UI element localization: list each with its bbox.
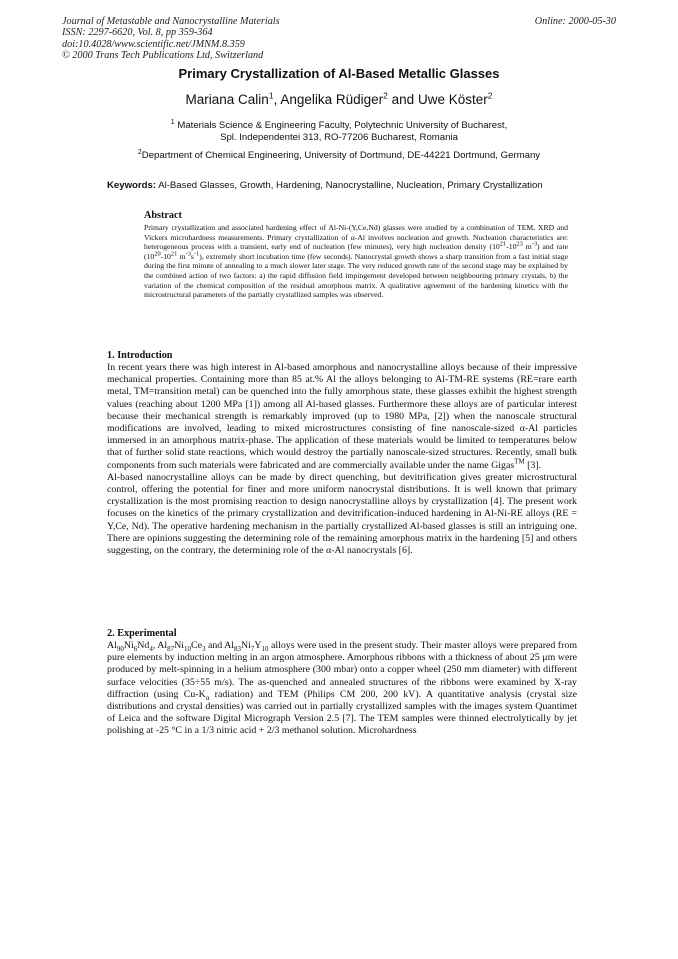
affiliation-mark: 2 bbox=[383, 90, 388, 101]
journal-issn: ISSN: 2297-6620, Vol. 8, pp 359-364 bbox=[62, 27, 213, 39]
keywords-text: Al-Based Glasses, Growth, Hardening, Nanocrystalline, Nucleation, Primary Crystallization bbox=[158, 180, 543, 191]
paragraph: $Al_{90}Ni_6Nd_4$, $Al_{87}Ni_{10}Ce_3$ and $Al_{83}Ni_7Y_{10}$ alloys were used in the present study. Their master alloys were prepared from pure elements by induction melting in an argon atmosphere. Amorphous ribbons with a thickness of about 25 μm were produced by melt-spinning in a helium atmosphere (300 mbar) onto a copper wheel (250 mm diameter) with different surface velocities (35÷55 m/s). The as-quenched and annealed structures of the ribbons were examined by X-ray diffraction (using $Cu-K_\alpha$ radiation) and TEM (Philips CM 200, 200 kV). A quantitative analysis (crystal size distributions and crystal densities) was carried out in partially crystallized samples with the images system Quantimet of Leica and the software Digital Micrograph Version 2.5 [7]. The TEM samples were thinned electrolytically by jet polishing at -25 °C in a 1/3 nitric acid + 2/3 methanol solution. Microhardness bbox=[107, 640, 578, 737]
affiliation-mark: 1 bbox=[268, 90, 274, 101]
section-heading: 1. Introduction bbox=[107, 350, 173, 361]
journal-metadata bbox=[62, 16, 280, 62]
author-name: Uwe Köster bbox=[417, 92, 488, 107]
author-name: Mariana Calin bbox=[185, 92, 269, 107]
author-name: Angelika Rüdiger bbox=[280, 92, 384, 107]
section-heading: 2. Experimental bbox=[107, 628, 177, 639]
affiliation-mark: 2 bbox=[487, 90, 493, 101]
journal-name: Journal of Metastable and Nanocrystalline Materials bbox=[62, 16, 280, 27]
author-list: Mariana Calin$^1$, Angelika Rüdiger$^2$ and Uwe Köster$^2$ bbox=[185, 90, 493, 107]
keywords bbox=[107, 180, 577, 192]
abstract bbox=[144, 210, 568, 300]
experimental-section bbox=[107, 628, 577, 738]
abstract-text: Primary crystallization and associated hardening effect of Al-Ni-(Y,Ce,Nd) glasses were studied by a combination of TEM, XRD and Vickers microhardness measurements. Primary crystallization of α-Al involves nucleation and growth. Nucleation characteristics are: heterogeneous process with a transient, early end of nucleation (few minutes), very high nucleation density ($10^{21}-10^{23}$ $m^{-3}$) and rate ($10^{20}-10^{21}$ $m^{-3}s^{-1}$), extremely short incubation time (few seconds). Nanocrystal growth shows a sharp transition from a fast initial stage during the first minute of annealing to a much slower later stage. The very reduced growth rate of the second stage may be explained by the combined action of two factors: a) the rapid diffusion field impingement developed between neighbouring primary crystals, b) the variation of the chemical composition of the residual amorphous matrix. A qualitative agreement of the hardening kinetics with the microstructural parameters of the partially crystallized samples was observed. bbox=[144, 223, 568, 300]
keywords-label: Keywords: bbox=[107, 180, 157, 191]
paper-title: Primary Crystallization of Al-Based Metallic Glasses bbox=[178, 66, 500, 81]
affiliation-2: $^2$Department of Chemical Engineering, University of Dortmund, DE-44221 Dortmund, Germany bbox=[137, 148, 541, 161]
abstract-heading: Abstract bbox=[144, 210, 182, 221]
paragraph: In recent years there was high interest in Al-based amorphous and nanocrystalline alloys because of their impressive mechanical properties. Containing more than 85 at.% Al the alloys belonging to Al-TM-RE systems (RE=rare earth metal, TM=transition metal) can be quenched into the fully amorphous state, these glasses exhibit the highest strength values (reaching about 1200 MPa [1]) among all Al-based glasses. Furthermore these alloys are of particular interest because their mechanical strength is remarkably improved (up to 1980 MPa, [2]) when the nanoscale structural modifications are involved, leading to mixed microstructures consisting of fine nanoscale-sized α-Al particles immersed in an amorphous matrix-phase. The application of these materials would be limited to temperatures below that of further solid state reactions, which would destroy the partially nanoscale-sized structures. Recently, small bulk components from such materials were fabricated and are commercially available under the name Gigas™ [3]. bbox=[107, 362, 577, 471]
journal-copyright: © 2000 Trans Tech Publications Ltd, Switzerland bbox=[62, 50, 264, 62]
online-date: Online: 2000-05-30 bbox=[534, 16, 616, 27]
paragraph: Al-based nanocrystalline alloys can be made by direct quenching, but devitrification gives greater microstructural control, offering the potential for finer and more uniform nanocrystal distributions. It is well known that primary crystallization is the most promising reaction to design nanocrystalline alloys by crystallization [4]. The present work focuses on the kinetics of the primary crystallization and devitrification-induced hardening in Al-Ni-RE alloys (RE = Y,Ce, Nd). The operative hardening mechanism in the partially crystallized Al-based glasses is still an intriguing one. There are opinions suggesting the determining role of the remaining amorphous matrix in the hardening [5] and others suggesting, on the contrary, the determining role of the α-Al nanocrystals [6]. bbox=[107, 471, 577, 557]
introduction-section bbox=[107, 350, 577, 557]
journal-doi: doi:10.4028/www.scientific.net/JMNM.8.359 bbox=[62, 38, 245, 50]
affiliation-1: $^1$ Materials Science & Engineering Faculty, Polytechnic University of Bucharest, Spl. Independentei 313, RO-77206 Bucharest, Romania bbox=[170, 118, 508, 143]
